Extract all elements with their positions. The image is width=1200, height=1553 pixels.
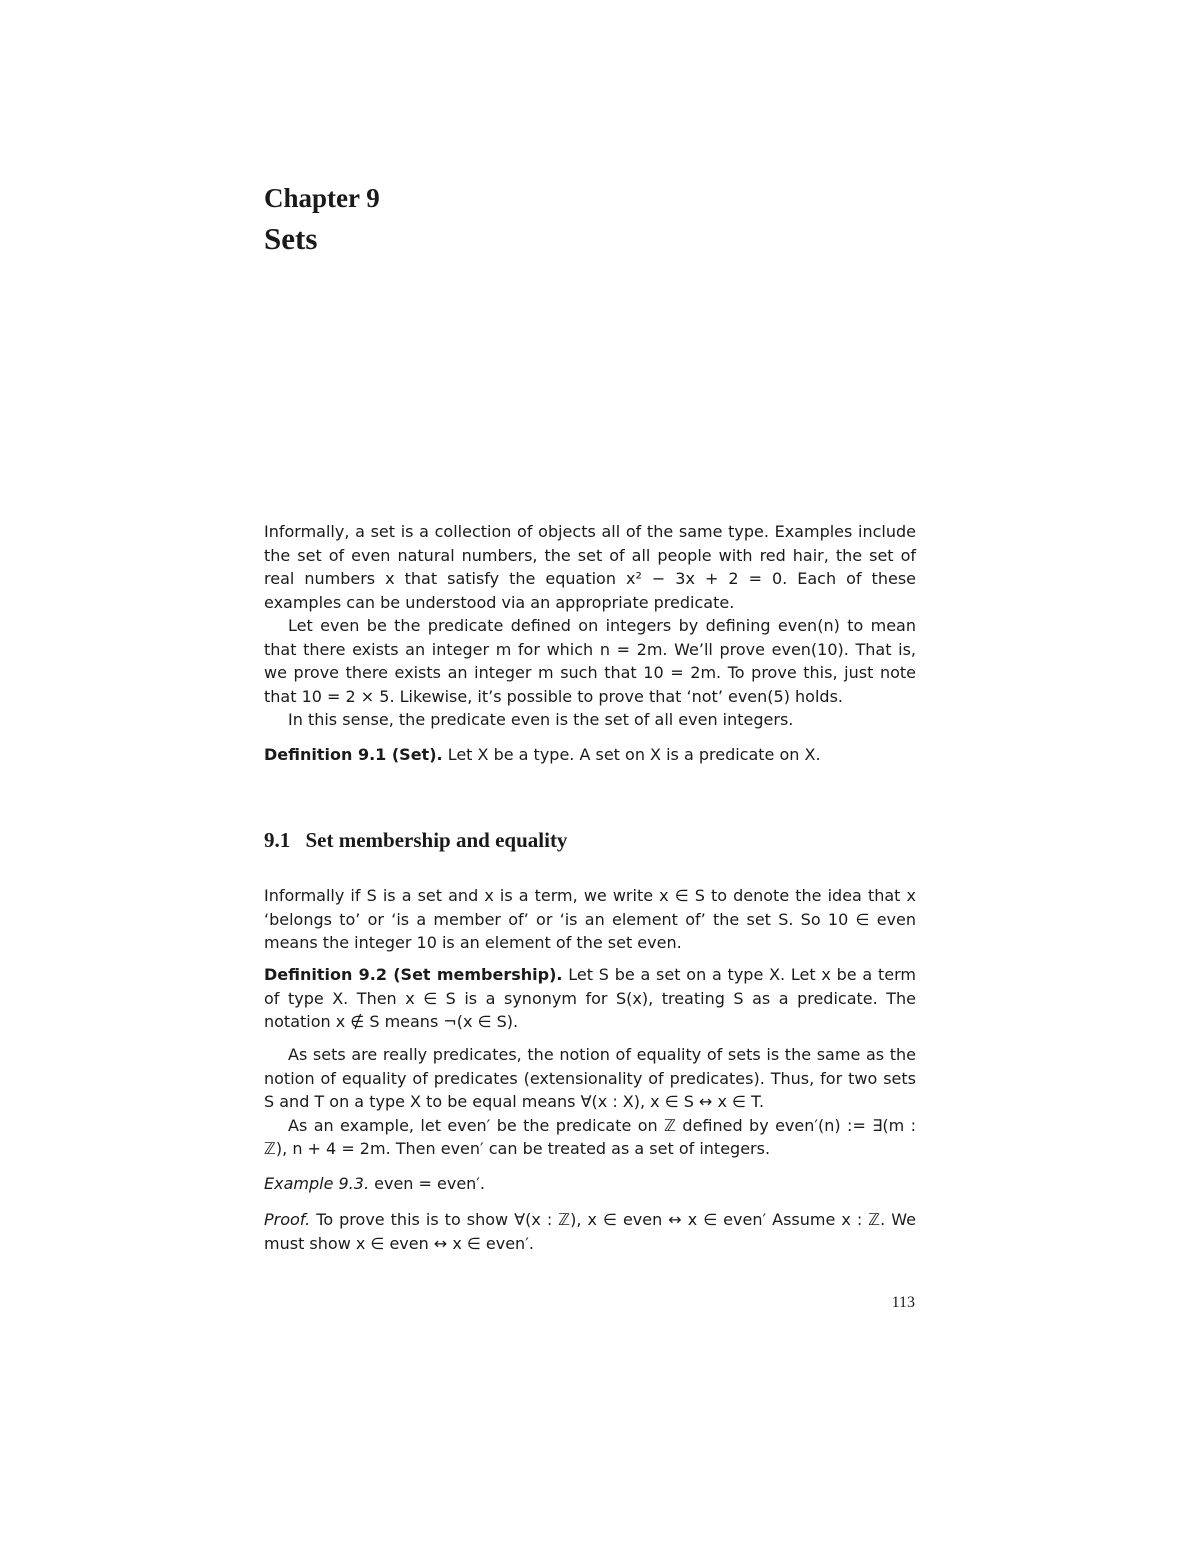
- intro-paragraph-3: In this sense, the predicate even is the set of all even integers.: [288, 710, 794, 729]
- chapter-title: Sets: [264, 221, 318, 256]
- section-number: 9.1: [264, 828, 291, 852]
- chapter-label: Chapter 9: [264, 183, 380, 213]
- intro-paragraph-1: Informally, a set is a collection of objects all of the same type. Examples include the set of even natural numbers, the set of all people with red hair, the set of real numbers x that satisfy the equation x² − 3x + 2 = 0. Each of these examples can be understood via an appropriate predicate.: [264, 522, 916, 612]
- equality-text: [264, 1043, 916, 1161]
- equality-paragraph-2: As an example, let even′ be the predicate on ℤ defined by even′(n) := ∃(m : ℤ), n + 4 = 2m. Then even′ can be treated as a set of integers.: [264, 1115, 916, 1158]
- intro-text: [264, 520, 916, 732]
- definition-9-2: [264, 963, 916, 1034]
- equality-paragraph-1: As sets are really predicates, the notion of equality of sets is the same as the notion of equality of predicates (extensionality of predicates). Thus, for two sets S and T on a type X to be equal means ∀(x : X), x ∈ S ↔ x ∈ T.: [264, 1045, 916, 1111]
- definition-9-1-body: Let X be a type. A set on X is a predicate on X.: [447, 745, 821, 764]
- definition-9-2-head: Definition 9.2 (Set membership).: [264, 965, 563, 984]
- definition-9-1: [264, 743, 916, 767]
- proof-body: To prove this is to show ∀(x : ℤ), x ∈ even ↔ x ∈ even′ Assume x : ℤ. We must show x ∈ even ↔ x ∈ even′.: [264, 1210, 916, 1253]
- example-9-3: [264, 1172, 916, 1196]
- example-9-3-body: even = even′.: [374, 1174, 486, 1193]
- section-paragraph-1: Informally if S is a set and x is a term, we write x ∈ S to denote the idea that x ‘belongs to’ or ‘is a member of’ or ‘is an element of’ the set S. So 10 ∈ even means the integer 10 is an element of the set even.: [264, 886, 916, 952]
- proof-head: Proof.: [264, 1210, 311, 1229]
- section-title: Set membership and equality: [305, 828, 568, 852]
- definition-9-2-body: Let S be a set on a type X. Let x be a term of type X. Then x ∈ S is a synonym for S(x), treating S as a predicate. The notation x ∉ S means ¬(x ∈ S).: [264, 965, 917, 1031]
- section-heading: [264, 826, 567, 854]
- page-number: 113: [891, 1294, 915, 1311]
- example-9-3-head: Example 9.3.: [264, 1174, 370, 1193]
- intro-paragraph-2: Let even be the predicate defined on integers by defining even(n) to mean that there exists an integer m for which n = 2m. We’ll prove even(10). That is, we prove there exists an integer m such that 10 = 2m. To prove this, just note that 10 = 2 × 5. Likewise, it’s possible to prove that ‘not’ even(5) holds.: [264, 616, 916, 706]
- section-intro-text: [264, 884, 916, 955]
- proof: [264, 1208, 916, 1255]
- definition-9-1-head: Definition 9.1 (Set).: [264, 745, 443, 764]
